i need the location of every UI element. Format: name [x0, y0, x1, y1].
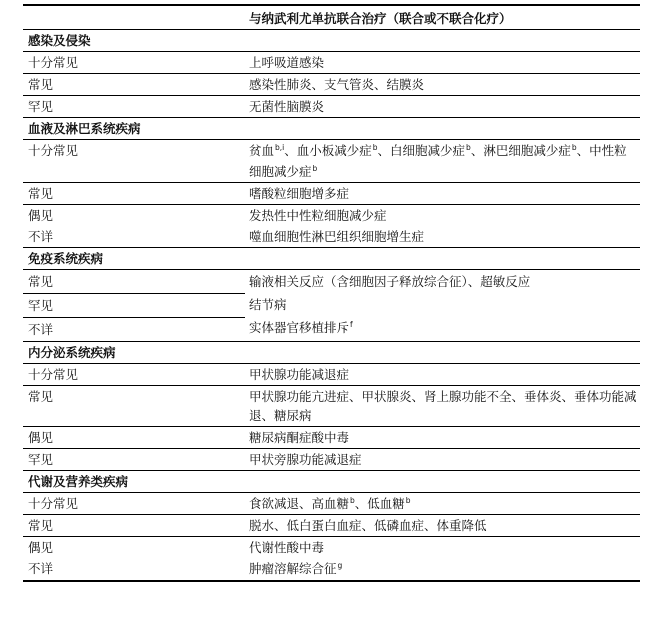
table-row: [23, 386, 640, 427]
frequency-cell: 偶见: [28, 540, 54, 555]
reaction-cell: 嗜酸粒细胞增多症: [249, 186, 350, 201]
table-row: [23, 74, 640, 96]
table-row: [23, 427, 640, 449]
frequency-cell: 不详: [28, 229, 54, 244]
frequency-cell: 偶见: [28, 208, 54, 223]
section-heading: [23, 30, 640, 51]
reaction-cell: [245, 140, 640, 182]
frequency-cell: 罕见: [28, 452, 54, 467]
reaction-cell: [245, 558, 640, 579]
reaction-text: 贫血$^{b,i}$、血小板减少症$^b$、白细胞减少症$^b$、淋巴细胞减少症$^b$、中性粒细胞减少症$^b$: [249, 143, 627, 179]
reaction-cell: 甲状腺功能减退症: [249, 367, 350, 382]
frequency-cell: 常见: [28, 518, 54, 533]
section-heading: [23, 118, 640, 140]
table-row: [23, 183, 640, 205]
table-row: [23, 515, 640, 537]
reaction-text: 肿瘤溶解综合征$^g$: [249, 561, 343, 576]
reaction-cell: 发热性中性粒细胞减少症: [249, 208, 387, 223]
reaction-cell: 甲状腺功能亢进症、甲状腺炎、肾上腺功能不全、垂体炎、垂体功能减退、糖尿病: [249, 389, 637, 423]
table-header-row: [23, 6, 640, 30]
reaction-cell: 代谢性酸中毒: [249, 540, 325, 555]
reaction-cell: 甲状旁腺功能减退症: [249, 452, 362, 467]
table-row: [23, 205, 640, 226]
table-row: [23, 140, 640, 183]
reaction-text: 食欲减退、高血糖$^b$、低血糖$^b$: [249, 496, 411, 511]
frequency-cell: 偶见: [28, 430, 54, 445]
frequency-cell: 十分常见: [28, 143, 79, 158]
reaction-cell: 感染性肺炎、支气管炎、结膜炎: [249, 77, 425, 92]
frequency-cell: 十分常见: [28, 496, 79, 511]
section-heading: [23, 471, 640, 493]
table-row: [23, 364, 640, 386]
section-title: 代谢及营养类疾病: [28, 474, 129, 489]
reaction-cell: 结节病: [249, 297, 287, 312]
table-row-group: [23, 270, 640, 341]
frequency-cell: 常见: [28, 389, 54, 404]
frequency-cell: 常见: [28, 186, 54, 201]
reaction-cell: [245, 493, 640, 514]
reaction-cell: [249, 316, 638, 339]
frequency-cell: 罕见: [23, 294, 245, 318]
table-row: [23, 51, 640, 74]
table-bottom-rule: [23, 580, 640, 582]
section-heading: [23, 341, 640, 364]
header-treatment-label: 与纳武利尤单抗联合治疗（联合或不联合化疗）: [249, 11, 512, 26]
reaction-cell: 输液相关反应（含细胞因子释放综合征）、超敏反应: [249, 274, 531, 289]
reaction-cell: 无菌性脑膜炎: [249, 99, 325, 114]
frequency-cell: 十分常见: [28, 367, 79, 382]
reaction-cell: 脱水、低白蛋白血症、低磷血症、体重降低: [249, 518, 487, 533]
section-title: 血液及淋巴系统疾病: [28, 121, 141, 136]
section-title: 感染及侵染: [28, 33, 91, 48]
frequency-cell: 不详: [28, 561, 54, 576]
reaction-cell: 噬血细胞性淋巴组织细胞增生症: [249, 229, 425, 244]
reaction-cell: 上呼吸道感染: [249, 55, 325, 70]
frequency-cell: 罕见: [28, 99, 54, 114]
reaction-cell: 糖尿病酮症酸中毒: [249, 430, 350, 445]
frequency-cell: 常见: [28, 77, 54, 92]
frequency-cell: 十分常见: [28, 55, 79, 70]
reaction-text: 实体器官移植排斥$^f$: [249, 320, 353, 335]
table-row: [23, 558, 640, 579]
section-title: 免疫系统疾病: [28, 251, 104, 266]
section-heading: [23, 248, 640, 270]
table-row: [23, 493, 640, 515]
section-title: 内分泌系统疾病: [28, 345, 116, 360]
adverse-reactions-table: [23, 4, 640, 582]
table-row: [23, 449, 640, 471]
frequency-cell: 常见: [23, 270, 245, 294]
table-row: [23, 96, 640, 118]
frequency-cell: 不详: [28, 322, 54, 337]
table-row: [23, 226, 640, 248]
header-empty-cell: [23, 6, 245, 29]
table-row: [23, 537, 640, 558]
